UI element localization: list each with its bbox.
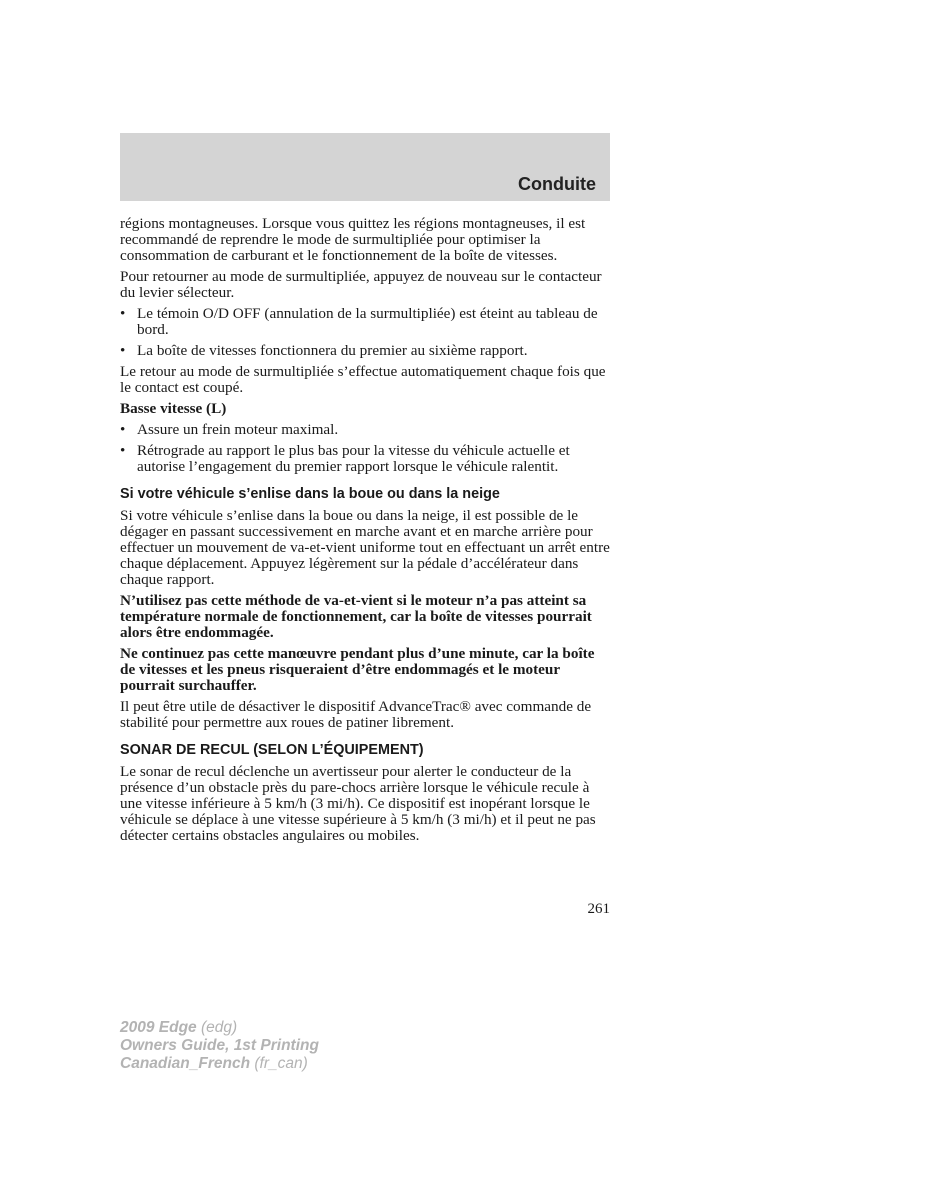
page-number: 261 [587, 901, 610, 917]
list-item: • La boîte de vitesses fonctionnera du premier au sixième rapport. [120, 343, 612, 359]
footer-market-code: (fr_can) [254, 1055, 308, 1072]
warning-paragraph: N’utilisez pas cette méthode de va-et-vient si le moteur n’a pas atteint sa température normale de fonctionnement, car la boîte de vitesses pourrait alors être endommagée. [120, 592, 592, 641]
footer-market: Canadian_French [120, 1055, 251, 1072]
paragraph: Pour retourner au mode de surmultipliée, appuyez de nouveau sur le contacteur du levier sélecteur. [120, 268, 602, 301]
chapter-header-band [120, 133, 610, 201]
paragraph: régions montagneuses. Lorsque vous quittez les régions montagneuses, il est recommandé de reprendre le mode de surmultipliée pour optimiser la consommation de carburant et le fonctionnement de la boîte de vitesses. [120, 215, 586, 264]
paragraph: Si votre véhicule s’enlise dans la boue ou dans la neige, il est possible de le dégager en passant successivement en marche avant et en marche arrière pour effectuer un mouvement de va-et-vient uniforme tout en effectuant un arrêt entre chaque déplacement. Appuyez légèrement sur la pédale d’accélérateur dans chaque rapport. [120, 507, 610, 588]
section-heading-stuck-vehicle: Si votre véhicule s’enlise dans la boue ou dans la neige [120, 486, 500, 502]
list-item: • Assure un frein moteur maximal. [120, 422, 612, 438]
footer-line [120, 1019, 319, 1037]
chapter-title: Conduite [518, 174, 596, 194]
section-heading-reverse-sensing: SONAR DE RECUL (SELON L’ÉQUIPEMENT) [120, 742, 424, 758]
paragraph: Le sonar de recul déclenche un avertisseur pour alerter le conducteur de la présence d’un obstacle près du pare-chocs arrière lorsque le véhicule recule à une vitesse inférieure à 5 km/h (3 mi/h). Ce dispositif est inopérant lorsque le véhicule se déplace à une vitesse supérieure à 5 km/h (3 mi/h) et il peut ne pas détecter certains obstacles angulaires ou mobiles. [120, 763, 596, 844]
footer-line: Owners Guide, 1st Printing [120, 1037, 319, 1054]
paragraph: Le retour au mode de surmultipliée s’effectue automatiquement chaque fois que le contact est coupé. [120, 363, 606, 396]
print-footer [120, 1019, 319, 1073]
warning-paragraph: Ne continuez pas cette manœuvre pendant plus d’une minute, car la boîte de vitesses et les pneus risqueraient d’être endommagés et le moteur pourrait surchauffer. [120, 645, 595, 694]
list-item: • Rétrograde au rapport le plus bas pour la vitesse du véhicule actuelle et autorise l’engagement du premier rapport lorsque le véhicule ralentit. [120, 443, 612, 475]
footer-line [120, 1055, 319, 1073]
footer-model-code: (edg) [201, 1019, 238, 1036]
paragraph: Il peut être utile de désactiver le dispositif AdvanceTrac® avec commande de stabilité pour permettre aux roues de patiner librement. [120, 698, 592, 731]
subheading-low-gear: Basse vitesse (L) [120, 400, 227, 417]
page-content [120, 216, 612, 849]
list-item: • Le témoin O/D OFF (annulation de la surmultipliée) est éteint au tableau de bord. [120, 306, 612, 338]
footer-model: 2009 Edge [120, 1019, 197, 1036]
